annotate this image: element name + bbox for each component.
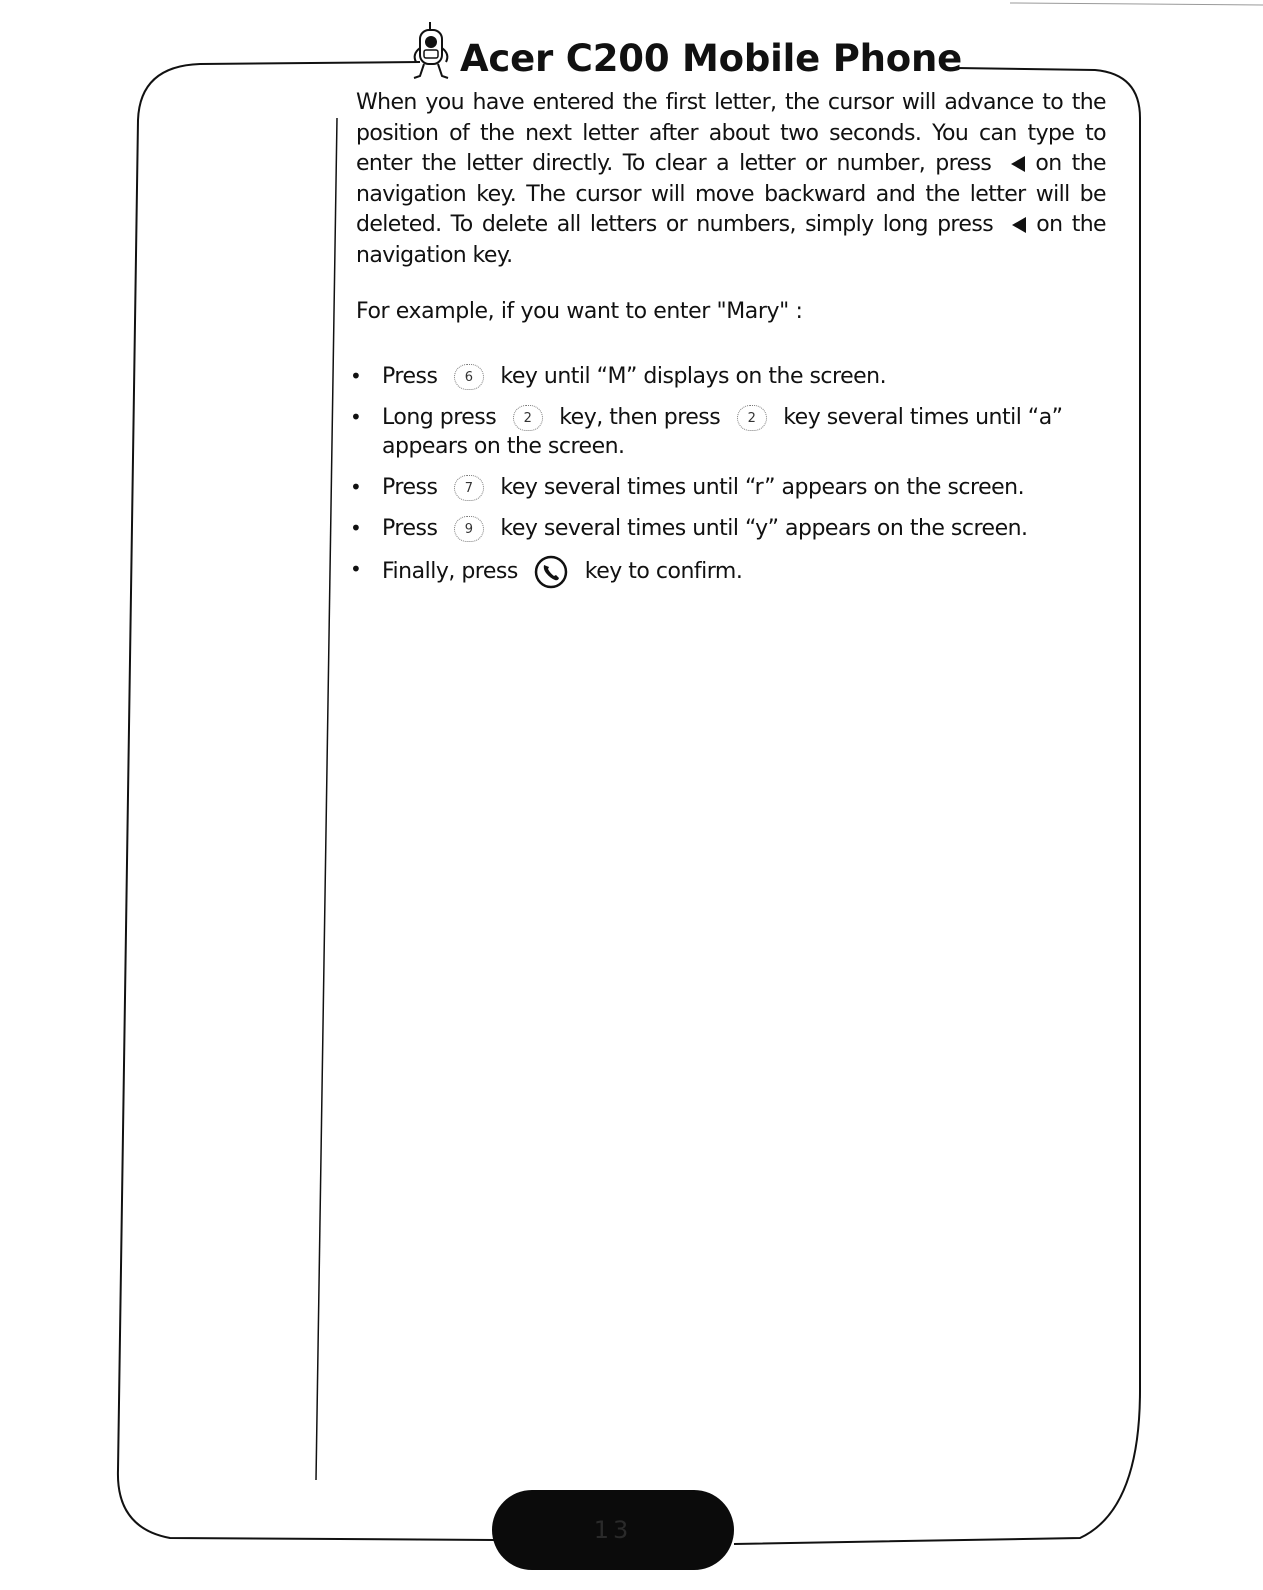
list-item <box>348 362 1106 391</box>
content-rule <box>316 118 337 1480</box>
list-item <box>348 555 1106 589</box>
phone-mascot-icon <box>410 20 454 92</box>
list-item <box>348 403 1106 461</box>
left-arrow-icon <box>1012 217 1026 233</box>
step-text: key several times until “y” appears on the screen. <box>493 516 1028 541</box>
step-text: key several times until “a” appears on the screen. <box>382 405 1063 459</box>
bullet-icon: • <box>350 364 362 388</box>
step-text: Long press <box>382 405 503 430</box>
list-item <box>348 514 1106 543</box>
example-line: For example, if you want to enter "Mary" : <box>356 299 803 324</box>
steps-list <box>348 362 1106 589</box>
page-number-badge <box>492 1490 734 1570</box>
main-content <box>350 88 1106 601</box>
key-2-icon: 2 <box>737 405 767 431</box>
key-2-icon: 2 <box>513 405 543 431</box>
step-text: key, then press <box>552 405 727 430</box>
step-text: key until “M” displays on the screen. <box>493 364 887 389</box>
step-text: Press <box>382 364 444 389</box>
call-key-icon <box>534 555 568 589</box>
step-text: key several times until “r” appears on the screen. <box>493 475 1025 500</box>
intro-text-2: on the navigation key. The cursor will move backward and the letter will be deleted. To delete all letters or numbers, simply long press <box>356 151 1106 237</box>
step-text: Finally, press <box>382 559 525 584</box>
page-title: Acer C200 Mobile Phone <box>460 36 963 80</box>
list-item <box>348 473 1106 502</box>
intro-paragraph <box>356 88 1106 271</box>
bullet-icon: • <box>350 475 362 499</box>
key-7-icon: 7 <box>454 475 484 501</box>
page-number: 13 <box>593 1516 633 1544</box>
step-text: key to confirm. <box>578 559 743 584</box>
intro-text-1: When you have entered the first letter, the cursor will advance to the position of the next letter after about two seconds. You can type to enter the letter directly. To clear a letter or number, press <box>356 90 1106 176</box>
left-arrow-icon <box>1011 156 1025 172</box>
key-6-icon: 6 <box>454 364 484 390</box>
bullet-icon: • <box>350 557 362 581</box>
header <box>410 20 962 92</box>
bullet-icon: • <box>350 516 362 540</box>
step-text: Press <box>382 516 444 541</box>
step-text: Press <box>382 475 444 500</box>
key-9-icon: 9 <box>454 516 484 542</box>
intro-text-3: on the navigation key. <box>356 212 1106 268</box>
bullet-icon: • <box>350 405 362 429</box>
